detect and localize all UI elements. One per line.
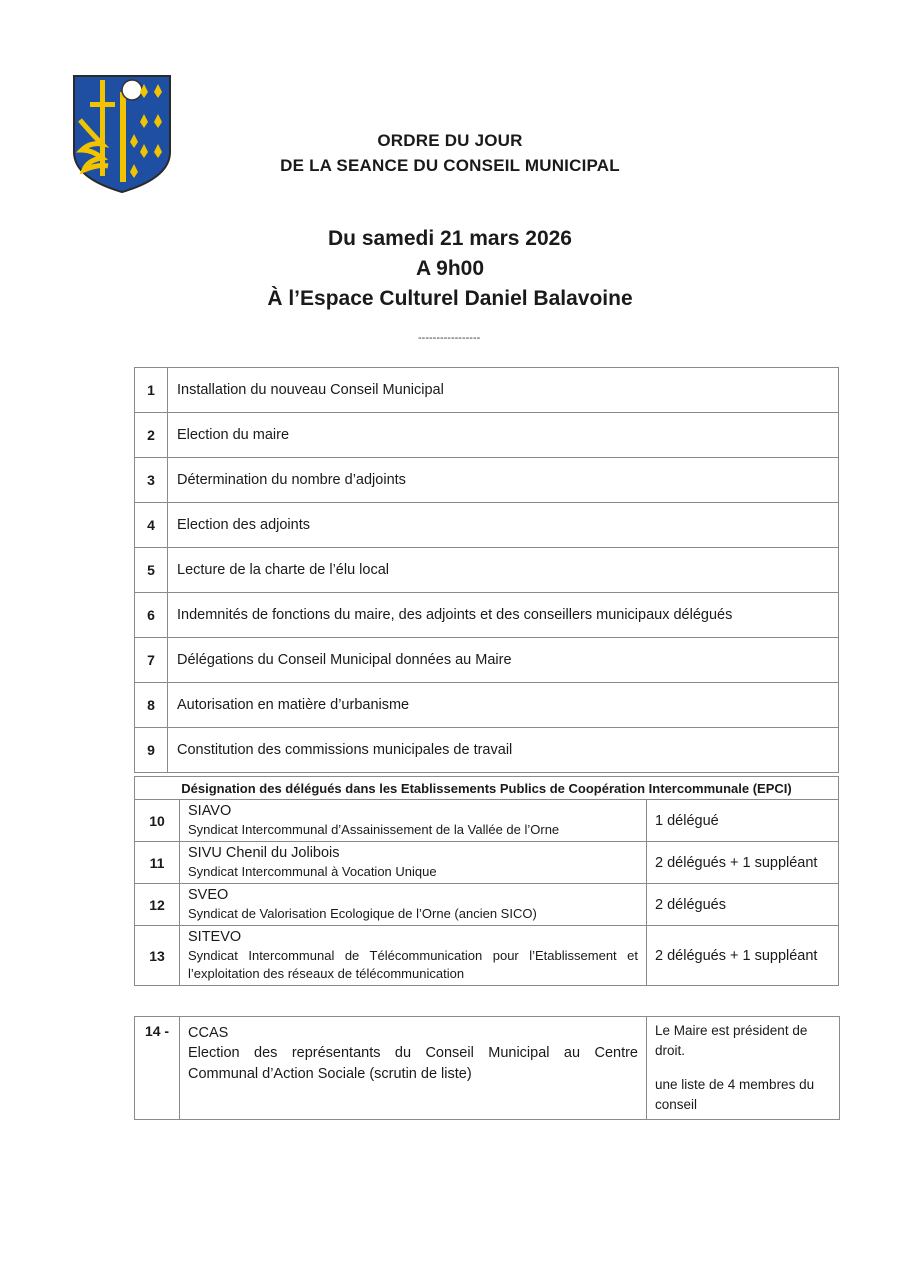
- syndicate-full-name: Syndicat Intercommunal à Vocation Unique: [188, 864, 437, 879]
- syndicate-description: [180, 842, 647, 884]
- item-number: 6: [135, 593, 168, 638]
- ccas-name: CCAS: [188, 1025, 229, 1041]
- syndicate-full-name: Syndicat Intercommunal de Télécommunication pour l’Etablissement et l’exploitation des réseaux de télécommunication: [188, 948, 638, 981]
- item-label: Election du maire: [168, 413, 839, 458]
- item-number: 8: [135, 683, 168, 728]
- syndicate-description: [180, 800, 647, 842]
- table-row: [135, 842, 839, 884]
- table-row: [135, 413, 839, 458]
- title-line-2: DE LA SEANCE DU CONSEIL MUNICIPAL: [280, 156, 620, 175]
- item-number: 4: [135, 503, 168, 548]
- item-label: Indemnités de fonctions du maire, des adjoints et des conseillers municipaux délégués: [168, 593, 839, 638]
- ccas-table: [134, 1016, 840, 1120]
- item-label: Constitution des commissions municipales de travail: [168, 728, 839, 773]
- syndicate-description: [180, 884, 647, 926]
- meeting-place: À l’Espace Culturel Daniel Balavoine: [267, 287, 633, 310]
- item-number: 12: [135, 884, 180, 926]
- item-label: Autorisation en matière d’urbanisme: [168, 683, 839, 728]
- delegate-count: 2 délégués + 1 suppléant: [647, 926, 839, 986]
- item-number: 7: [135, 638, 168, 683]
- meeting-time: A 9h00: [415, 257, 485, 280]
- table-row: [135, 800, 839, 842]
- item-number: 5: [135, 548, 168, 593]
- syndicate-full-name: Syndicat de Valorisation Ecologique de l’Orne (ancien SICO): [188, 906, 537, 921]
- syndicate-name: SIVU Chenil du Jolibois: [188, 845, 340, 861]
- item-number: 3: [135, 458, 168, 503]
- document-title: [0, 128, 900, 178]
- item-label: Détermination du nombre d’adjoints: [168, 458, 839, 503]
- meeting-date: Du samedi 21 mars 2026: [328, 227, 572, 250]
- item-number: 1: [135, 368, 168, 413]
- delegate-count: 1 délégué: [647, 800, 839, 842]
- ccas-note-1: Le Maire est président de droit.: [655, 1023, 808, 1058]
- item-number: 13: [135, 926, 180, 986]
- syndicate-full-name: Syndicat Intercommunal d’Assainissement de la Vallée de l’Orne: [188, 822, 560, 837]
- table-row: [135, 638, 839, 683]
- item-number: 14 -: [135, 1017, 180, 1120]
- item-number: 11: [135, 842, 180, 884]
- syndicate-name: SITEVO: [188, 929, 242, 945]
- item-label: Installation du nouveau Conseil Municipal: [168, 368, 839, 413]
- item-number: 10: [135, 800, 180, 842]
- item-number: 9: [135, 728, 168, 773]
- delegate-count: 2 délégués: [647, 884, 839, 926]
- table-row: [135, 593, 839, 638]
- table-row: [135, 548, 839, 593]
- table-row: [135, 926, 839, 986]
- epci-heading: Désignation des délégués dans les Etablissements Publics de Coopération Intercommunale (EPCI): [135, 777, 839, 800]
- delegate-count: 2 délégués + 1 suppléant: [647, 842, 839, 884]
- item-label: Délégations du Conseil Municipal données au Maire: [168, 638, 839, 683]
- separator: -----------------: [418, 332, 481, 344]
- agenda-table: [134, 367, 839, 773]
- table-row: [135, 683, 839, 728]
- syndicate-name: SVEO: [188, 887, 229, 903]
- table-row: [135, 728, 839, 773]
- table-row: [135, 503, 839, 548]
- ccas-description: [180, 1017, 647, 1120]
- epci-heading-row: [135, 777, 839, 800]
- ccas-text: Election des représentants du Conseil Municipal au Centre Communal d’Action Sociale (scrutin de liste): [188, 1045, 638, 1082]
- epci-table: [134, 776, 839, 986]
- item-label: Lecture de la charte de l’élu local: [168, 548, 839, 593]
- item-number: 2: [135, 413, 168, 458]
- table-row: [135, 458, 839, 503]
- table-row: [135, 884, 839, 926]
- syndicate-description: [180, 926, 647, 986]
- ccas-note-2: une liste de 4 membres du conseil: [655, 1077, 815, 1112]
- table-row: [135, 1017, 840, 1120]
- item-label: Election des adjoints: [168, 503, 839, 548]
- meeting-info: [0, 224, 900, 314]
- syndicate-name: SIAVO: [188, 803, 232, 819]
- ccas-note: [647, 1017, 840, 1120]
- title-line-1: ORDRE DU JOUR: [377, 131, 523, 150]
- table-row: [135, 368, 839, 413]
